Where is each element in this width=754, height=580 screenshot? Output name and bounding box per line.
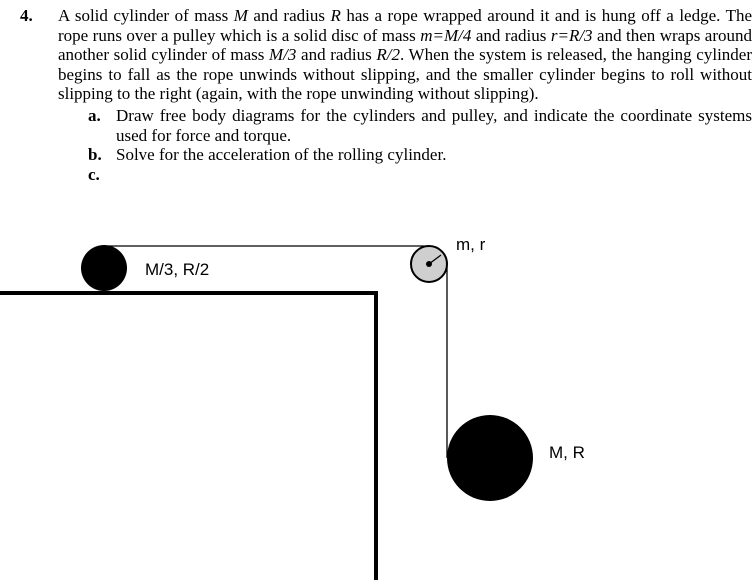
hanging-cylinder (447, 415, 533, 501)
problem-statement: A solid cylinder of mass M and radius R has a rope wrapped around it and is hung off a ledge. The rope runs over a pulley which is a solid disc of mass m=M/4 and radius r=R/3 and then wraps around another solid cylinder of mass M/3 and radius R/2. When the system is released, the hanging cylinder begins to fall as the rope unwinds without slipping, and the smaller cylinder begins to roll without slipping to the right (again, with the rope unwinding without slipping). (58, 6, 753, 104)
pulley-label: m, r (456, 235, 486, 254)
part-b-text: Solve for the acceleration of the rolling cylinder. (116, 145, 447, 165)
problem-number: 4. (20, 6, 33, 25)
part-a-letter: a. (88, 105, 101, 125)
rolling-cylinder-label: M/3, R/2 (145, 260, 210, 279)
part-b-letter: b. (88, 145, 102, 165)
part-c-letter: c. (88, 164, 100, 184)
part-a-text: Draw free body diagrams for the cylinders and pulley, and indicate the coordinate systems used for force and torque. (116, 105, 752, 145)
rolling-cylinder (81, 245, 127, 291)
hanging-cylinder-label: M, R (549, 443, 585, 462)
